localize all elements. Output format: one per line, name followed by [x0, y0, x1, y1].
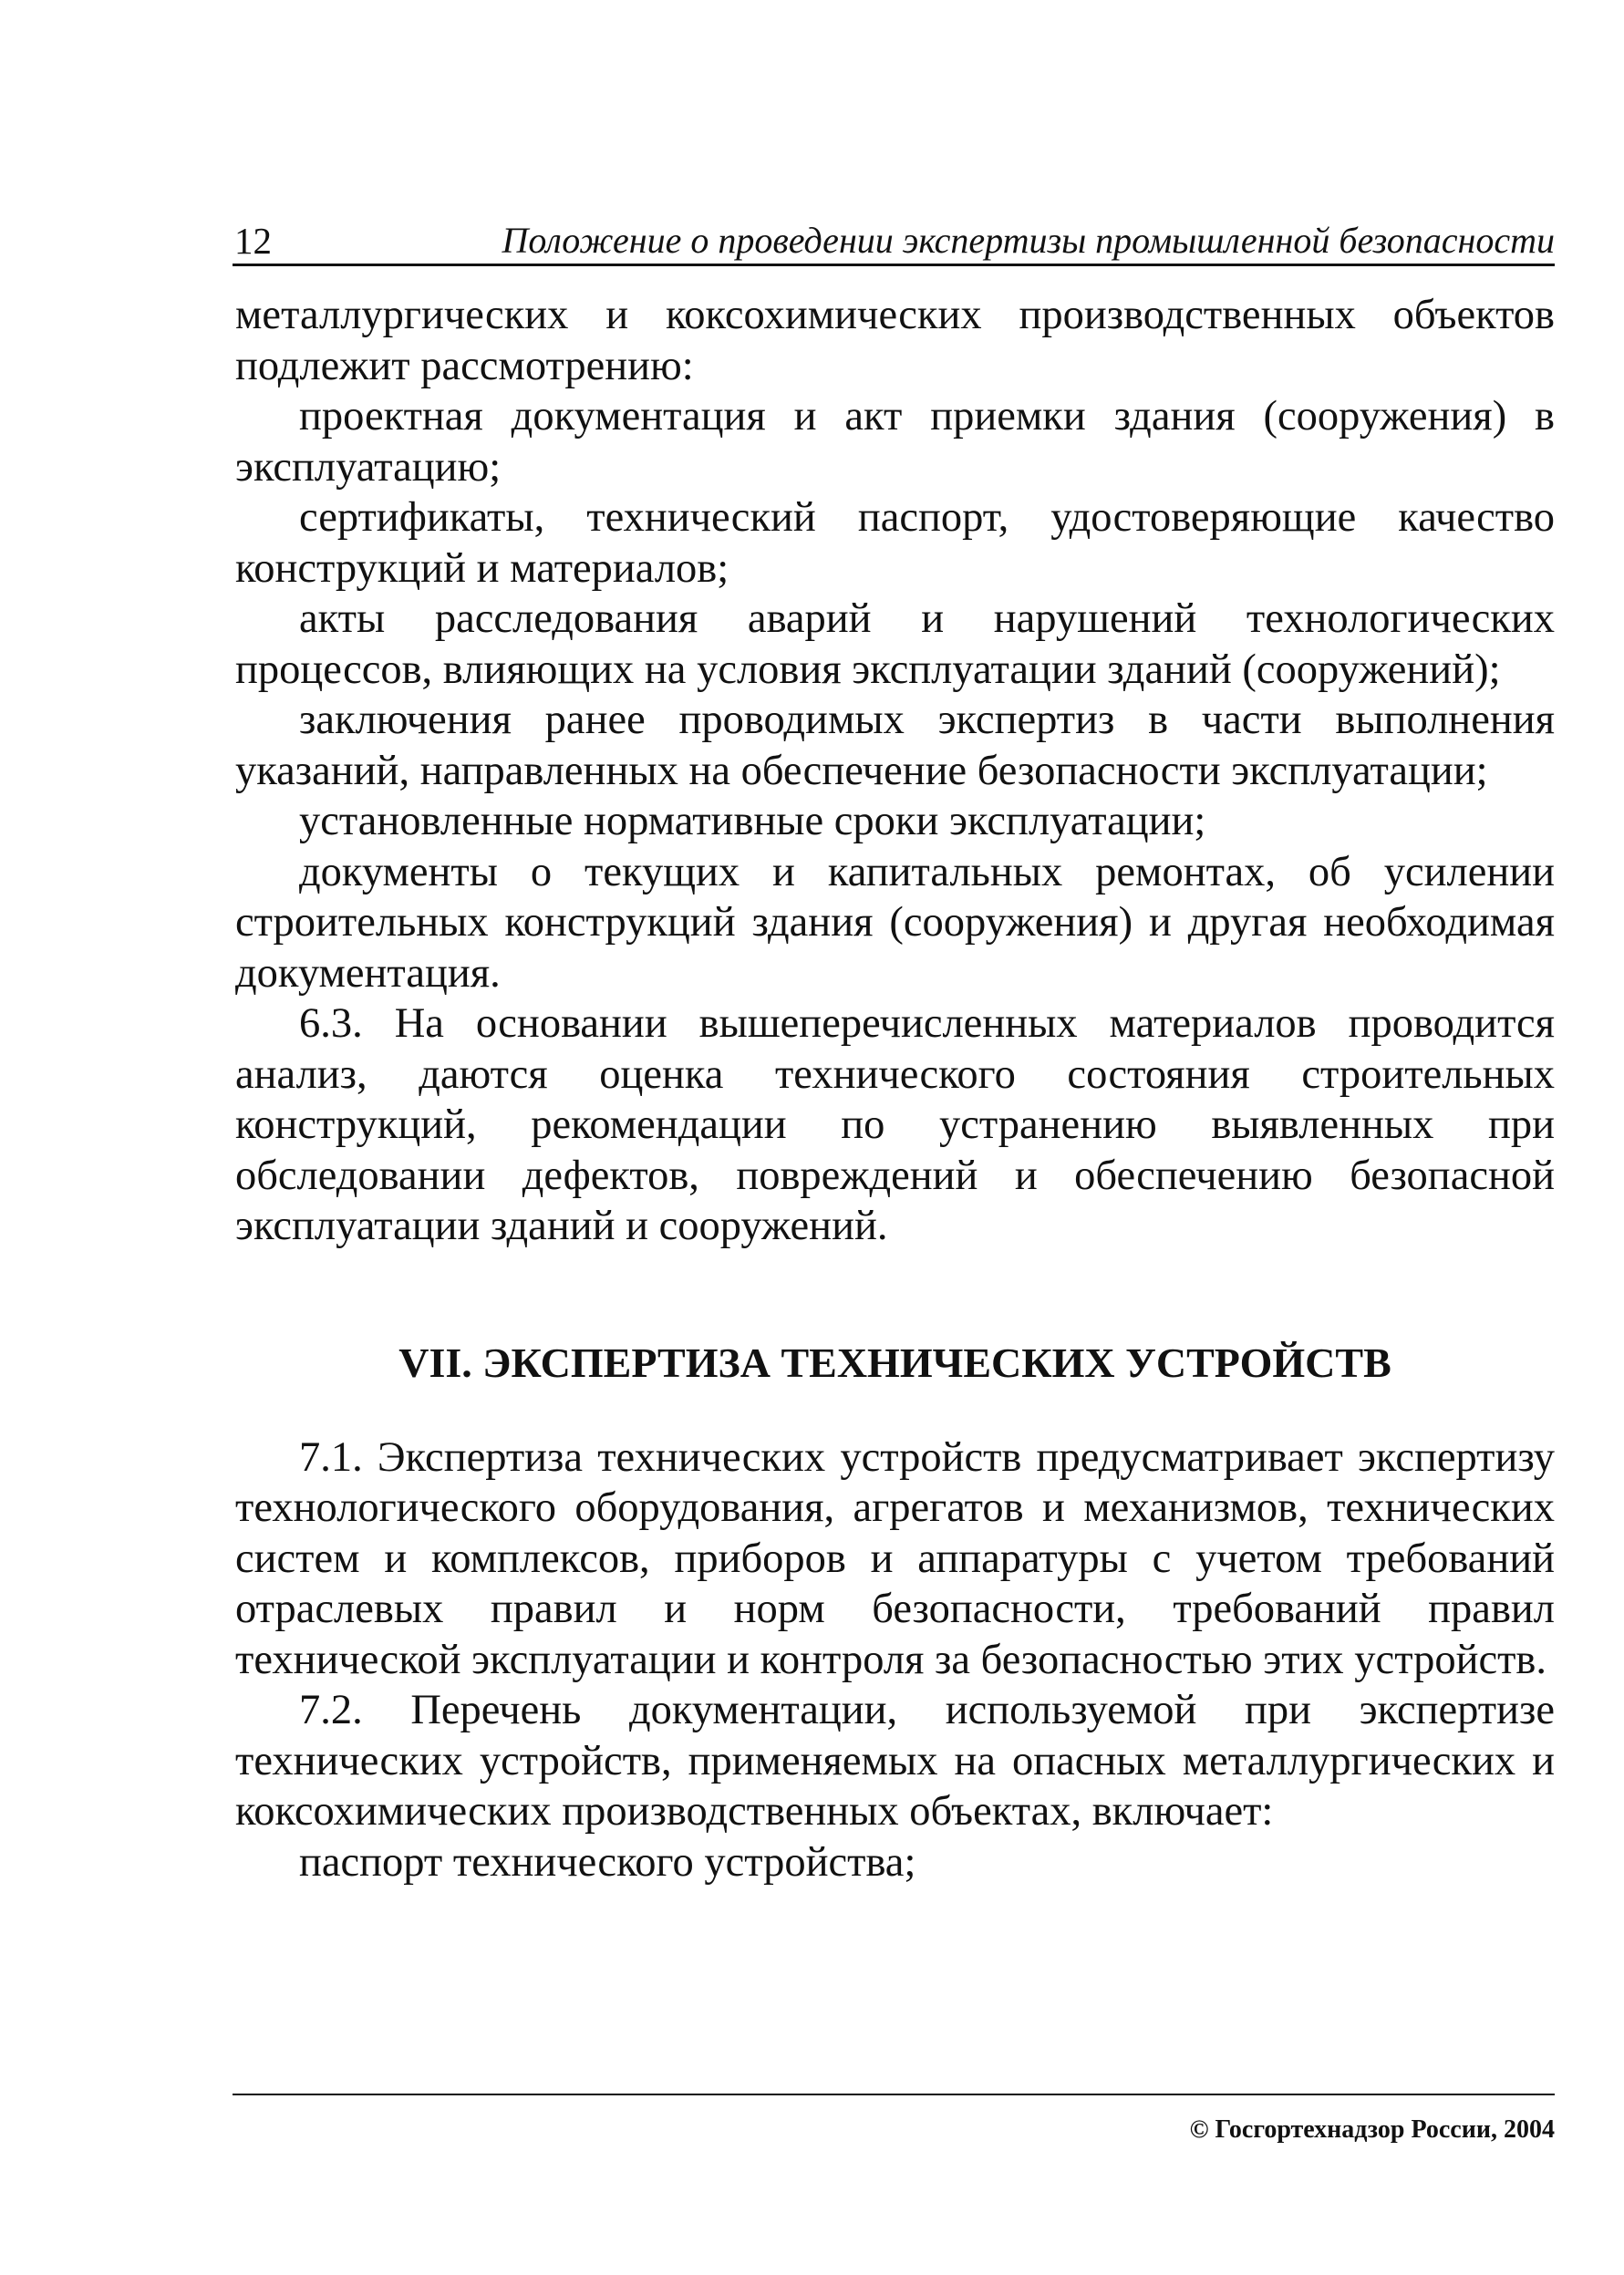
paragraph-7-2: 7.2. Перечень документации, используемой при экспертизе технических устройств, применяемых на опасных металлургических и коксохимических производственных объектах, включает:	[235, 1687, 1555, 1835]
section-heading: VII. ЭКСПЕРТИЗА ТЕХНИЧЕСКИХ УСТРОЙСТВ	[398, 1339, 1391, 1386]
list-item: сертификаты, технический паспорт, удостоверяющие качество конструкций и материалов;	[235, 494, 1555, 592]
body-text	[235, 290, 1555, 1887]
footer-rule	[233, 2094, 1555, 2095]
list-item: паспорт технического устройства;	[299, 1838, 916, 1886]
page-number: 12	[234, 220, 272, 262]
running-title: Положение о проведении экспертизы промышленной безопасности	[502, 220, 1555, 261]
paragraph-7-1: 7.1. Экспертиза технических устройств предусматривает экспертизу технологического оборудования, агрегатов и механизмов, технических систем и комплексов, приборов и аппаратуры с учетом требований отраслевых правил и норм безопасности, требований правил технической эксплуатации и контроля за безопасностью этих устройств.	[235, 1433, 1555, 1683]
list-item: акты расследования аварий и нарушений технологических процессов, влияющих на условия эксплуатации зданий (сооружений);	[235, 595, 1555, 693]
paragraph: металлургических и коксохимических производственных объектов подлежит рассмотрению:	[235, 292, 1555, 389]
list-item: проектная документация и акт приемки здания (сооружения) в эксплуатацию;	[235, 393, 1555, 491]
page-header	[233, 219, 1555, 266]
list-item: заключения ранее проводимых экспертиз в части выполнения указаний, направленных на обеспечение безопасности эксплуатации;	[235, 697, 1555, 794]
paragraph-6-3: 6.3. На основании вышеперечисленных материалов проводится анализ, даются оценка технического состояния строительных конструкций, рекомендации по устранению выявленных при обследовании дефектов, повреждений и обеспечению безопасной эксплуатации зданий и сооружений.	[235, 1000, 1555, 1249]
list-item: документы о текущих и капитальных ремонтах, об усилении строительных конструкций здания (сооружения) и другая необходимая документация.	[235, 848, 1555, 997]
copyright: © Госгортехнадзор России, 2004	[1189, 2115, 1555, 2144]
list-item: установленные нормативные сроки эксплуатации;	[299, 798, 1206, 844]
